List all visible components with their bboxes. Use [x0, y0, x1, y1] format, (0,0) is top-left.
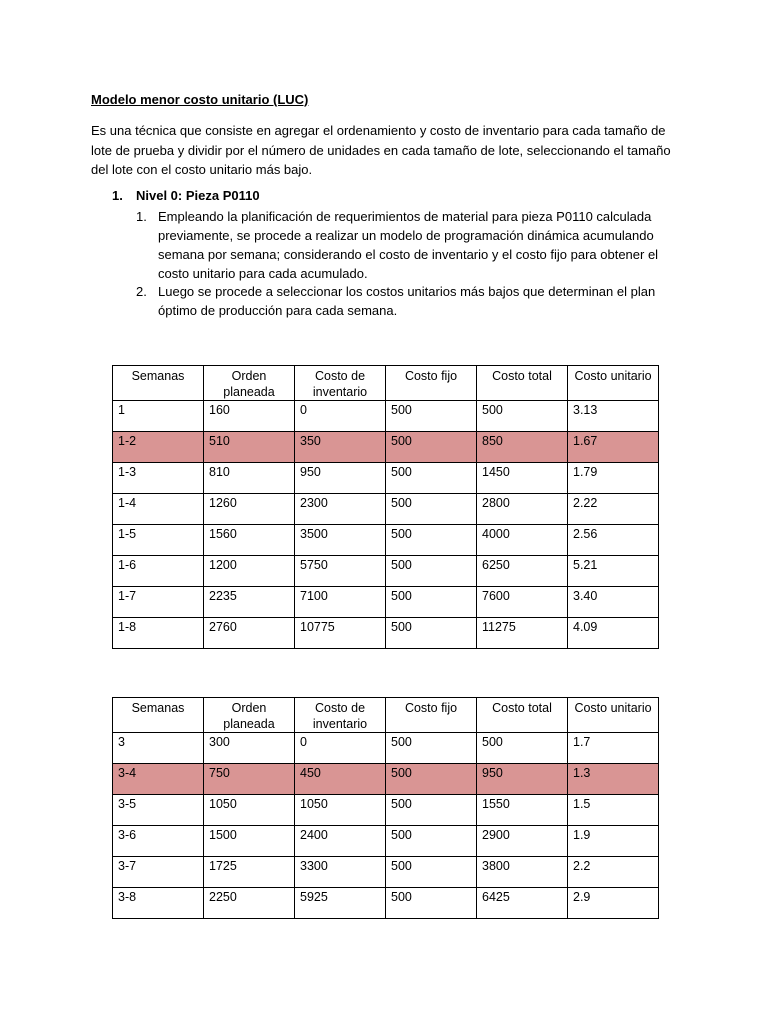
table-row [113, 401, 659, 432]
cell-semanas: 3-6 [113, 826, 204, 857]
cell-costo-unitario: 1.9 [568, 826, 659, 857]
cell-costo-total: 11275 [477, 618, 568, 649]
table-header-row [113, 366, 659, 401]
header-costo-unitario: Costo unitario [568, 698, 659, 733]
table-row [113, 587, 659, 618]
table-row [113, 764, 659, 795]
cell-costo-unitario: 2.2 [568, 857, 659, 888]
cell-costo-inventario: 1050 [295, 795, 386, 826]
cell-semanas: 1-8 [113, 618, 204, 649]
cell-orden-planeada: 160 [204, 401, 295, 432]
cell-costo-unitario: 3.13 [568, 401, 659, 432]
cell-costo-fijo: 500 [386, 525, 477, 556]
cell-costo-inventario: 5925 [295, 888, 386, 919]
table-row [113, 795, 659, 826]
table-row [113, 556, 659, 587]
cell-costo-fijo: 500 [386, 826, 477, 857]
table-row [113, 618, 659, 649]
cell-costo-total: 1450 [477, 463, 568, 494]
cell-costo-total: 6425 [477, 888, 568, 919]
cell-costo-fijo: 500 [386, 556, 477, 587]
sublist-number: 2. [136, 284, 147, 299]
cell-costo-total: 4000 [477, 525, 568, 556]
cell-costo-inventario: 3500 [295, 525, 386, 556]
cell-costo-inventario: 350 [295, 432, 386, 463]
document-title: Modelo menor costo unitario (LUC) [91, 92, 309, 107]
cell-orden-planeada: 1050 [204, 795, 295, 826]
table-row [113, 826, 659, 857]
cell-orden-planeada: 2760 [204, 618, 295, 649]
cell-costo-inventario: 2300 [295, 494, 386, 525]
cell-costo-inventario: 0 [295, 401, 386, 432]
cell-costo-total: 6250 [477, 556, 568, 587]
cell-orden-planeada: 1560 [204, 525, 295, 556]
cell-costo-inventario: 7100 [295, 587, 386, 618]
cell-costo-fijo: 500 [386, 764, 477, 795]
cell-semanas: 1-6 [113, 556, 204, 587]
cell-orden-planeada: 1200 [204, 556, 295, 587]
cell-costo-total: 850 [477, 432, 568, 463]
cell-costo-total: 2900 [477, 826, 568, 857]
cell-costo-unitario: 2.56 [568, 525, 659, 556]
cell-costo-total: 950 [477, 764, 568, 795]
header-costo-total: Costo total [477, 698, 568, 733]
list-number: 1. [112, 188, 123, 203]
cell-semanas: 1-4 [113, 494, 204, 525]
cell-costo-unitario: 2.9 [568, 888, 659, 919]
cell-orden-planeada: 1500 [204, 826, 295, 857]
cell-costo-unitario: 1.5 [568, 795, 659, 826]
header-costo-total: Costo total [477, 366, 568, 401]
cell-costo-unitario: 1.79 [568, 463, 659, 494]
cell-costo-total: 500 [477, 401, 568, 432]
cost-table-2 [112, 697, 659, 919]
cell-orden-planeada: 1260 [204, 494, 295, 525]
list-item-label: Nivel 0: Pieza P0110 [136, 188, 260, 203]
cell-costo-fijo: 500 [386, 618, 477, 649]
table-row [113, 888, 659, 919]
sublist-item-2 [136, 282, 666, 320]
header-semanas: Semanas [113, 698, 204, 733]
cell-costo-unitario: 5.21 [568, 556, 659, 587]
cell-costo-inventario: 0 [295, 733, 386, 764]
cell-semanas: 3-8 [113, 888, 204, 919]
cell-costo-unitario: 1.7 [568, 733, 659, 764]
cell-costo-unitario: 3.40 [568, 587, 659, 618]
cell-costo-fijo: 500 [386, 401, 477, 432]
cell-semanas: 3-4 [113, 764, 204, 795]
cell-costo-total: 3800 [477, 857, 568, 888]
cell-costo-fijo: 500 [386, 494, 477, 525]
cell-costo-inventario: 3300 [295, 857, 386, 888]
cell-costo-total: 2800 [477, 494, 568, 525]
sublist-item-1 [136, 207, 666, 283]
cell-semanas: 1-3 [113, 463, 204, 494]
cell-costo-total: 500 [477, 733, 568, 764]
cell-costo-inventario: 2400 [295, 826, 386, 857]
sublist-text: Empleando la planificación de requerimientos de material para pieza P0110 calculada previamente, se procede a realizar un modelo de programación dinámica acumulando semana por semana; considerando el costo de inventario y el costo fijo para obtener el costo unitario para cada acumulado. [158, 209, 659, 281]
header-semanas: Semanas [113, 366, 204, 401]
cell-costo-fijo: 500 [386, 587, 477, 618]
table-body [113, 401, 659, 649]
cell-orden-planeada: 510 [204, 432, 295, 463]
intro-paragraph: Es una técnica que consiste en agregar el ordenamiento y costo de inventario para cada tamaño de lote de prueba y dividir por el número de unidades en cada tamaño de lote, seleccionando el tamaño del lote con el costo unitario más bajo. [91, 123, 671, 177]
table-row [113, 733, 659, 764]
table-body [113, 733, 659, 919]
cell-costo-unitario: 1.3 [568, 764, 659, 795]
header-orden-planeada: Orden planeada [204, 366, 295, 401]
table-row [113, 857, 659, 888]
list-item-level-1 [112, 188, 260, 203]
cell-costo-unitario: 2.22 [568, 494, 659, 525]
header-costo-inventario: Costo de inventario [295, 366, 386, 401]
cell-orden-planeada: 750 [204, 764, 295, 795]
table-header-row [113, 698, 659, 733]
cell-semanas: 3 [113, 733, 204, 764]
table-row [113, 463, 659, 494]
cell-costo-fijo: 500 [386, 857, 477, 888]
cell-costo-fijo: 500 [386, 795, 477, 826]
cell-orden-planeada: 810 [204, 463, 295, 494]
cell-semanas: 1-7 [113, 587, 204, 618]
cell-semanas: 1-2 [113, 432, 204, 463]
sublist-number: 1. [136, 209, 147, 224]
cell-costo-fijo: 500 [386, 432, 477, 463]
cell-orden-planeada: 300 [204, 733, 295, 764]
cell-costo-total: 1550 [477, 795, 568, 826]
cell-costo-total: 7600 [477, 587, 568, 618]
header-costo-fijo: Costo fijo [386, 366, 477, 401]
cell-costo-fijo: 500 [386, 888, 477, 919]
cell-costo-inventario: 950 [295, 463, 386, 494]
table-row [113, 494, 659, 525]
cell-costo-inventario: 10775 [295, 618, 386, 649]
table-row [113, 432, 659, 463]
cell-costo-inventario: 450 [295, 764, 386, 795]
cell-orden-planeada: 2235 [204, 587, 295, 618]
cell-costo-fijo: 500 [386, 463, 477, 494]
cell-orden-planeada: 2250 [204, 888, 295, 919]
cell-costo-unitario: 4.09 [568, 618, 659, 649]
cell-costo-fijo: 500 [386, 733, 477, 764]
cell-costo-inventario: 5750 [295, 556, 386, 587]
header-costo-fijo: Costo fijo [386, 698, 477, 733]
cell-semanas: 1 [113, 401, 204, 432]
table-row [113, 525, 659, 556]
sublist-text: Luego se procede a seleccionar los costos unitarios más bajos que determinan el plan óptimo de producción para cada semana. [158, 284, 656, 318]
cell-semanas: 3-5 [113, 795, 204, 826]
cell-semanas: 1-5 [113, 525, 204, 556]
cell-orden-planeada: 1725 [204, 857, 295, 888]
cell-costo-unitario: 1.67 [568, 432, 659, 463]
header-costo-inventario: Costo de inventario [295, 698, 386, 733]
header-orden-planeada: Orden planeada [204, 698, 295, 733]
header-costo-unitario: Costo unitario [568, 366, 659, 401]
cell-semanas: 3-7 [113, 857, 204, 888]
cost-table-1 [112, 365, 659, 649]
